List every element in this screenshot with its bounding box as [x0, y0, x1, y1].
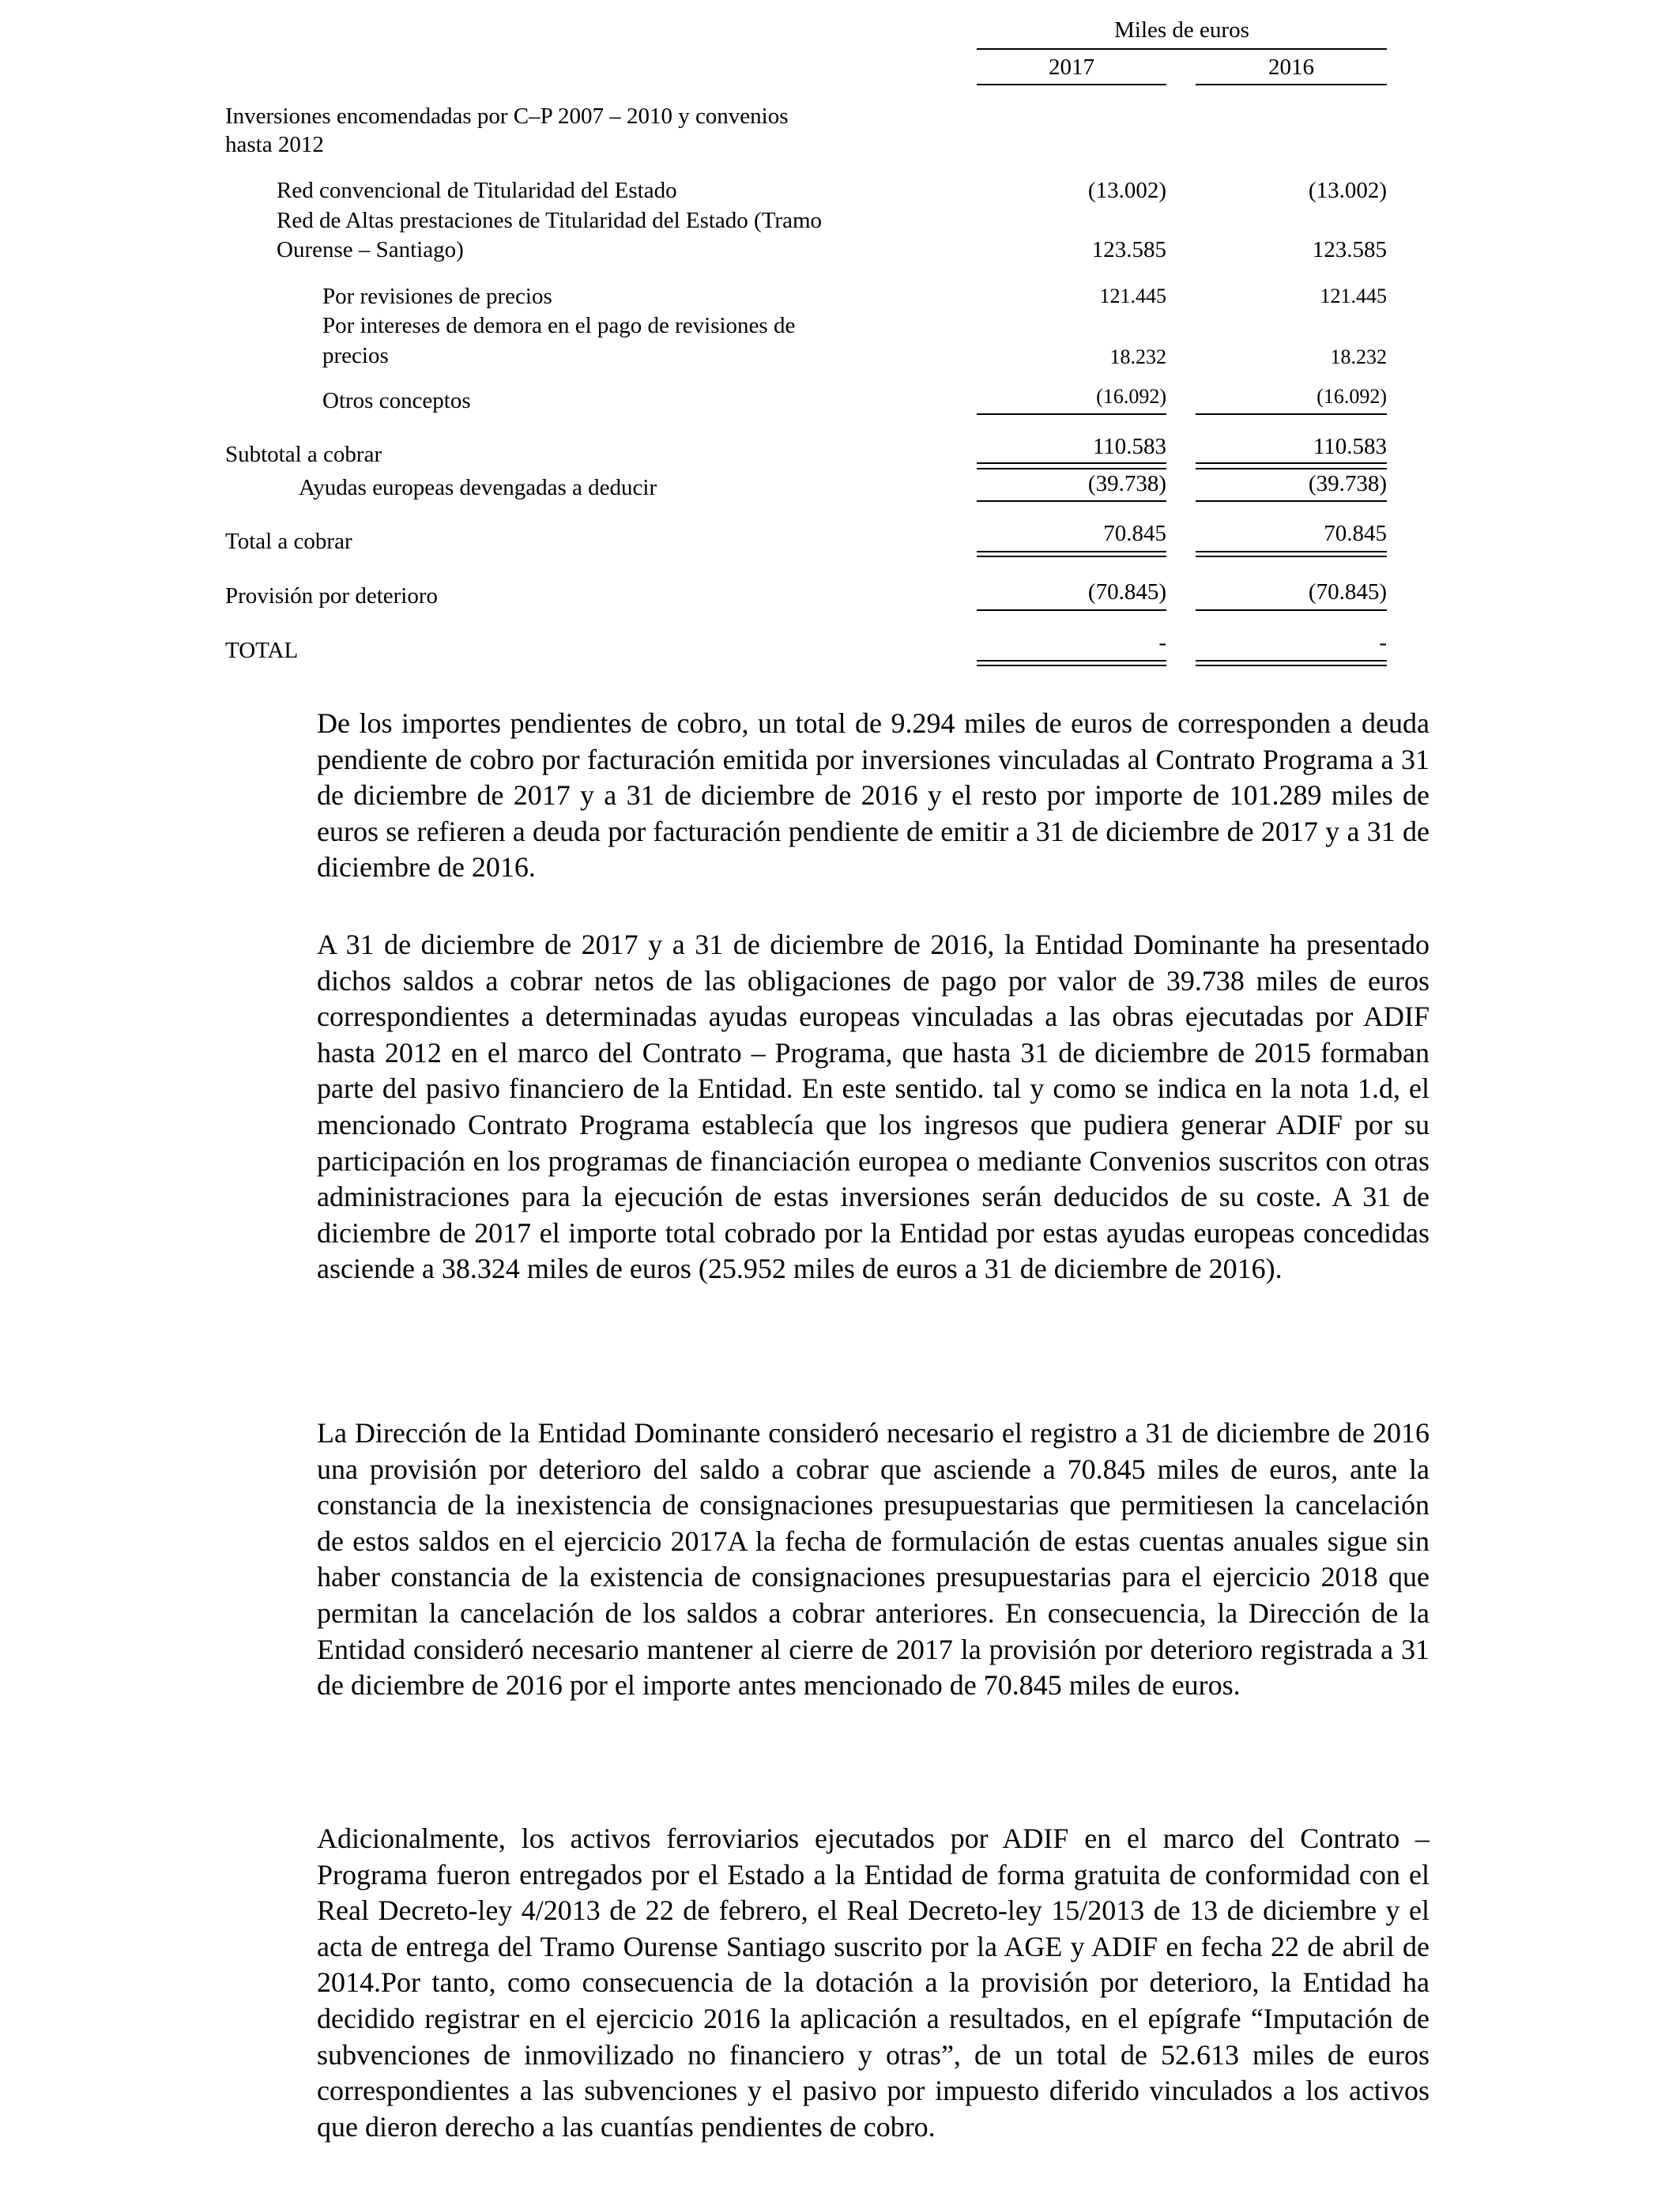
row-value-2017: 70.845 — [1103, 521, 1166, 546]
row-value-2016: 18.232 — [1330, 345, 1387, 368]
row-value-2016: (39.738) — [1308, 471, 1387, 496]
row-value-2017: - — [1158, 630, 1166, 655]
row-label: Otros conceptos — [322, 388, 471, 413]
row-label: Red de Altas prestaciones de Titularidad del Estado (Tramo — [277, 208, 822, 233]
double-underline — [1196, 665, 1387, 666]
underline — [977, 500, 1166, 502]
double-underline — [977, 551, 1166, 552]
row-value-2017: (16.092) — [1096, 385, 1166, 408]
year-2017-header: 2017 — [1049, 55, 1094, 80]
row-value-2016: 110.583 — [1313, 434, 1387, 459]
double-underline — [977, 462, 1166, 464]
double-underline — [977, 660, 1166, 662]
row-label: Red convencional de Titularidad del Estado — [277, 178, 677, 203]
row-value-2017: 18.232 — [1109, 345, 1166, 368]
row-value-2017: (39.738) — [1087, 471, 1166, 496]
row-label: Subtotal a cobrar — [225, 442, 382, 467]
double-underline — [977, 556, 1166, 557]
row-value-2016: 121.445 — [1320, 285, 1387, 307]
row-label: TOTAL — [225, 638, 299, 663]
section-title-cont: hasta 2012 — [225, 132, 324, 157]
unit-header: Miles de euros — [1114, 17, 1249, 43]
row-label-cont: Ourense – Santiago) — [277, 237, 464, 262]
row-value-2016: 70.845 — [1324, 521, 1387, 546]
row-label-cont: precios — [322, 343, 389, 368]
double-underline — [1196, 462, 1387, 464]
double-underline — [1196, 660, 1387, 662]
row-label: Por intereses de demora en el pago de revisiones de — [322, 313, 796, 338]
year-2016-header: 2016 — [1268, 55, 1314, 80]
paragraph: Adicionalmente, los activos ferroviarios ejecutados por ADIF en el marco del Contrato – Programa fueron entregados por el Estado a la Entidad de forma gratuita de conformidad con el Real Decreto-ley 4/2013 de 22 de febrero, el Real Decreto-ley 15/2013 de 13 de diciembre y el acta de entrega del Tramo Ourense Santiago suscrito por la AGE y ADIF en fecha 22 de abril de 2014.Por tanto, como consecuencia de la dotación a la provisión por deterioro, la Entidad ha decidido registrar en el ejercicio 2016 la aplicación a resultados, en el epígrafe “Imputación de subvenciones de inmovilizado no financiero y otras”, de un total de 52.613 miles de euros correspondientes a las subvenciones y el pasivo por impuesto diferido vinculados a los activos que dieron derecho a las cuantías pendientes de cobro. — [317, 1823, 1430, 2143]
row-value-2017: 123.585 — [1091, 237, 1166, 262]
paragraph: De los importes pendientes de cobro, un total de 9.294 miles de euros de corresponden a deuda pendiente de cobro por facturación emitida por inversiones vinculadas al Contrato Programa a 31 de diciembre de 2017 y a 31 de diciembre de 2016 y el resto por importe de 101.289 miles de euros se refieren a deuda por facturación pendiente de emitir a 31 de diciembre de 2017 y a 31 de diciembre de 2016. — [317, 707, 1430, 884]
double-underline — [1196, 551, 1387, 552]
row-label: Por revisiones de precios — [322, 284, 552, 309]
row-label: Ayudas europeas devengadas a deducir — [299, 475, 657, 500]
double-underline — [1196, 556, 1387, 557]
row-value-2017: (13.002) — [1087, 178, 1166, 203]
row-value-2016: (70.845) — [1308, 579, 1387, 605]
year-2017-rule — [977, 84, 1166, 85]
section-title: Inversiones encomendadas por C–P 2007 – 2010 y convenios — [225, 104, 789, 129]
row-value-2017: 110.583 — [1092, 434, 1166, 459]
underline — [1196, 609, 1387, 611]
underline — [977, 609, 1166, 611]
year-2016-rule — [1196, 84, 1387, 85]
row-value-2017: (70.845) — [1087, 579, 1166, 605]
underline — [1196, 413, 1387, 415]
paragraph: A 31 de diciembre de 2017 y a 31 de diciembre de 2016, la Entidad Dominante ha presentado dichos saldos a cobrar netos de las obligaciones de pago por valor de 39.738 miles de euros correspondientes a determinadas ayudas europeas vinculadas a las obras ejecutadas por ADIF hasta 2012 en el marco del Contrato – Programa, que hasta 31 de diciembre de 2015 formaban parte del pasivo financiero de la Entidad. En este sentido. tal y como se indica en la nota 1.d, el mencionado Contrato Programa establecía que los ingresos que pudiera generar ADIF por su participación en los programas de financiación europea o mediante Convenios suscritos con otras administraciones para la ejecución de estas inversiones serán deducidos de su coste. A 31 de diciembre de 2017 el importe total cobrado por la Entidad por estas ayudas europeas concedidas asciende a 38.324 miles de euros (25.952 miles de euros a 31 de diciembre de 2016). — [317, 929, 1430, 1285]
row-label: Total a cobrar — [225, 529, 352, 554]
header-rule — [977, 48, 1387, 50]
row-value-2017: 121.445 — [1099, 285, 1166, 307]
underline — [1196, 500, 1387, 502]
row-value-2016: (16.092) — [1317, 385, 1387, 408]
row-value-2016: - — [1379, 630, 1387, 655]
row-value-2016: 123.585 — [1312, 237, 1387, 262]
row-value-2016: (13.002) — [1308, 178, 1387, 203]
underline — [977, 413, 1166, 415]
row-label: Provisión por deterioro — [225, 583, 439, 609]
double-underline — [977, 665, 1166, 666]
paragraph: La Dirección de la Entidad Dominante consideró necesario el registro a 31 de diciembre de 2016 una provisión por deterioro del saldo a cobrar que asciende a 70.845 miles de euros, ante la constancia de la inexistencia de consignaciones presupuestarias que permitiesen la cancelación de estos saldos en el ejercicio 2017A la fecha de formulación de estas cuentas anuales sigue sin haber constancia de la existencia de consignaciones presupuestarias para el ejercicio 2018 que permitan la cancelación de los saldos a cobrar anteriores. En consecuencia, la Dirección de la Entidad consideró necesario mantener al cierre de 2017 la provisión por deterioro registrada a 31 de diciembre de 2016 por el importe antes mencionado de 70.845 miles de euros. — [317, 1417, 1430, 1702]
